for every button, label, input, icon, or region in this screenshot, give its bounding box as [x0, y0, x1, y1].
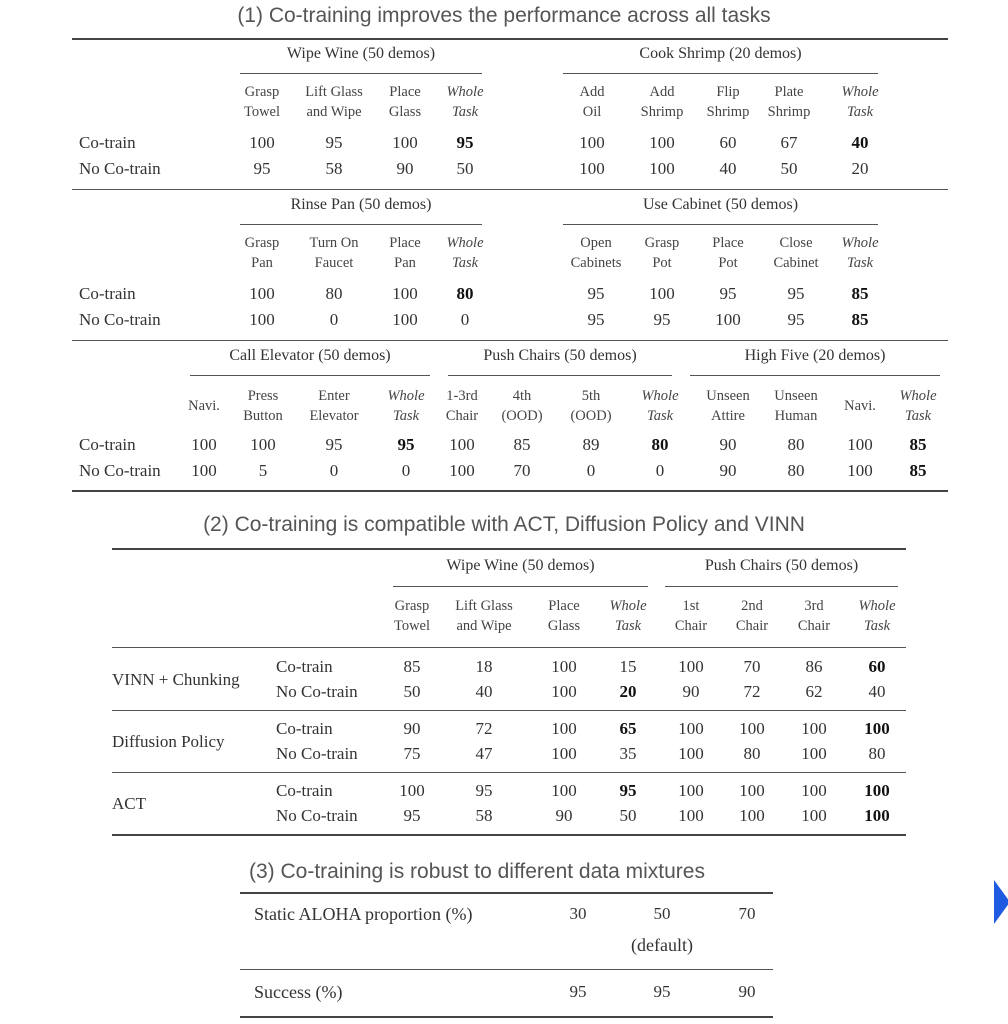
- table-cell: 90: [403, 719, 421, 738]
- column-header-line: Task: [846, 255, 874, 271]
- column-header-line: Lift Glass: [455, 598, 513, 614]
- row-label: Co-train: [276, 657, 333, 676]
- method-divider: [112, 772, 906, 773]
- block-divider: [72, 340, 948, 341]
- column-header-line: Pot: [718, 255, 738, 271]
- table-cell: 100: [847, 435, 873, 454]
- task-group-title: Push Chairs (50 demos): [704, 557, 859, 574]
- table-cell: 30: [569, 904, 587, 923]
- row-label: No Co-train: [79, 159, 161, 178]
- table-cell: 50: [456, 159, 474, 178]
- table-cell: 95: [325, 133, 343, 152]
- column-header: [294, 82, 374, 122]
- table-cell: 90: [396, 159, 414, 178]
- mouse-pointer-icon: [994, 880, 1008, 924]
- column-header-line: 1st: [682, 598, 700, 614]
- table-cell: 80: [868, 744, 886, 763]
- row-label: Co-train: [276, 781, 333, 800]
- column-header: [294, 233, 374, 273]
- bottom-rule: [112, 834, 906, 836]
- table-cell: 72: [743, 682, 761, 701]
- column-header: [839, 596, 915, 636]
- group-underline: [563, 73, 878, 74]
- row-label: No Co-train: [276, 682, 358, 701]
- table-cell: 100: [801, 744, 827, 763]
- column-header-line: Unseen: [774, 388, 818, 404]
- table-cell: 60: [868, 657, 886, 676]
- column-header-line: Unseen: [706, 388, 750, 404]
- table-cell: 70: [513, 461, 531, 480]
- table-cell: 100: [678, 806, 704, 825]
- table-cell: 100: [864, 719, 890, 738]
- task-group-title: High Five (20 demos): [744, 347, 886, 364]
- column-header-line: Place: [389, 235, 421, 251]
- column-header-line: Human: [774, 408, 818, 424]
- table-cell: 85: [403, 657, 421, 676]
- table-cell: 100: [392, 310, 418, 329]
- table-cell: 47: [475, 744, 493, 763]
- table-cell: 100: [864, 806, 890, 825]
- table-cell: 65: [619, 719, 637, 738]
- column-header-line: Glass: [388, 104, 422, 120]
- table-cell: 100: [715, 310, 741, 329]
- table-cell: 90: [719, 435, 737, 454]
- row-label: Co-train: [79, 435, 136, 454]
- table-cell: 89: [582, 435, 600, 454]
- table-cell: 90: [682, 682, 700, 701]
- column-header-line: Whole: [899, 388, 937, 404]
- table-cell: 85: [909, 461, 927, 480]
- table-cell: 85: [909, 435, 927, 454]
- section-title: (1) Co-training improves the performance across all tasks: [237, 4, 771, 27]
- group-underline: [665, 586, 898, 587]
- column-header: [223, 386, 303, 426]
- table-cell: 0: [401, 461, 411, 480]
- table-cell: 95: [475, 781, 493, 800]
- column-header-line: Towel: [393, 618, 431, 634]
- column-header-line: Grasp: [244, 84, 280, 100]
- column-header-line: Pan: [394, 255, 416, 271]
- column-header-line: Close: [779, 235, 813, 251]
- task-group-title: Use Cabinet (50 demos): [642, 196, 799, 213]
- table-cell: 100: [649, 284, 675, 303]
- table-cell: 100: [739, 781, 765, 800]
- column-header-line: Lift Glass: [305, 84, 363, 100]
- column-header-line: Shrimp: [706, 104, 750, 120]
- table-cell: 95: [456, 133, 474, 152]
- table-cell: 100: [801, 806, 827, 825]
- row-label: No Co-train: [79, 310, 161, 329]
- table-cell: 58: [325, 159, 343, 178]
- table-cell: 0: [460, 310, 470, 329]
- table-cell: 67: [780, 133, 798, 152]
- table-cell: 95: [787, 284, 805, 303]
- table-cell: 95: [619, 781, 637, 800]
- table-cell: 100: [678, 657, 704, 676]
- table-cell: 62: [805, 682, 823, 701]
- column-header-line: Grasp: [394, 598, 430, 614]
- column-header-line: Pot: [652, 255, 672, 271]
- table-cell: 100: [191, 461, 217, 480]
- table-cell: 72: [475, 719, 493, 738]
- column-header-line: Whole: [841, 235, 879, 251]
- group-underline: [240, 73, 482, 74]
- table-cell: 80: [787, 461, 805, 480]
- column-header: [446, 596, 522, 636]
- table-cell: 100: [649, 159, 675, 178]
- table-cell: 95: [587, 284, 605, 303]
- header-divider: [112, 647, 906, 648]
- row-label: No Co-train: [276, 806, 358, 825]
- table-cell: 100: [551, 682, 577, 701]
- column-header-line: Place: [389, 84, 421, 100]
- table-cell: 0: [329, 310, 339, 329]
- column-header-line: Whole: [609, 598, 647, 614]
- column-header: [820, 82, 900, 122]
- table-cell: 100: [678, 719, 704, 738]
- column-header-line: Task: [904, 408, 932, 424]
- column-header-line: Chair: [445, 408, 479, 424]
- group-underline: [448, 375, 672, 376]
- bottom-rule: [240, 1016, 773, 1018]
- method-label: Diffusion Policy: [112, 732, 225, 751]
- table-cell: 0: [586, 461, 596, 480]
- table-cell: 95: [587, 310, 605, 329]
- column-header: [374, 596, 450, 636]
- table-cell: 50: [619, 806, 637, 825]
- table-cell: 100: [551, 657, 577, 676]
- table-cell: 50: [653, 904, 671, 923]
- column-header-line: Oil: [582, 104, 602, 120]
- column-header-line: Whole: [641, 388, 679, 404]
- table-cell: 100: [392, 284, 418, 303]
- column-header-line: Attire: [711, 408, 745, 424]
- column-header: [425, 82, 505, 122]
- column-header: [222, 82, 302, 122]
- column-header-line: Whole: [841, 84, 879, 100]
- default-note: (default): [631, 935, 693, 955]
- task-group-title: Wipe Wine (50 demos): [286, 45, 436, 62]
- table-cell: 95: [719, 284, 737, 303]
- column-header-line: Task: [451, 104, 479, 120]
- group-underline: [563, 224, 878, 225]
- group-underline: [393, 586, 648, 587]
- table-cell: 0: [655, 461, 665, 480]
- table-cell: 100: [579, 133, 605, 152]
- table-cell: 85: [513, 435, 531, 454]
- column-header-line: 4th: [512, 388, 532, 404]
- column-header-line: Navi.: [844, 398, 876, 414]
- column-header-line: Chair: [735, 618, 769, 634]
- column-header-line: Whole: [446, 84, 484, 100]
- table-cell: 100: [191, 435, 217, 454]
- column-header: [222, 233, 302, 273]
- column-header: [551, 386, 631, 426]
- section-title: (2) Co-training is compatible with ACT, Diffusion Policy and VINN: [203, 513, 805, 536]
- table-cell: 100: [739, 806, 765, 825]
- table-cell: 80: [743, 744, 761, 763]
- table-cell: 86: [805, 657, 823, 676]
- table-cell: 100: [392, 133, 418, 152]
- table-cell: 100: [249, 284, 275, 303]
- table-cell: 100: [649, 133, 675, 152]
- column-header-line: 2nd: [741, 598, 763, 614]
- column-header: [425, 233, 505, 273]
- table-cell: 100: [801, 781, 827, 800]
- table-cell: 40: [851, 133, 869, 152]
- column-header: [749, 82, 829, 122]
- row-label: Co-train: [79, 133, 136, 152]
- table-cell: 70: [738, 904, 756, 923]
- table-cell: 18: [475, 657, 493, 676]
- table-cell: 85: [851, 284, 869, 303]
- table-cell: 60: [719, 133, 737, 152]
- table-cell: 80: [325, 284, 343, 303]
- table-cell: 100: [864, 781, 890, 800]
- table-cell: 35: [619, 744, 637, 763]
- table-cell: 100: [579, 159, 605, 178]
- column-header-line: Elevator: [309, 408, 359, 424]
- header-divider: [240, 969, 773, 970]
- bottom-rule: [72, 490, 948, 492]
- row-label: Co-train: [276, 719, 333, 738]
- column-header-line: Shrimp: [767, 104, 811, 120]
- table-cell: 100: [739, 719, 765, 738]
- block-divider: [72, 189, 948, 190]
- column-header-line: Grasp: [244, 235, 280, 251]
- column-header-line: Task: [451, 255, 479, 271]
- table-cell: 40: [719, 159, 737, 178]
- task-group-title: Wipe Wine (50 demos): [446, 557, 595, 574]
- table-cell: 70: [743, 657, 761, 676]
- column-header-line: Cabinet: [773, 255, 819, 271]
- column-header-line: Grasp: [644, 235, 680, 251]
- column-header-line: Whole: [858, 598, 896, 614]
- table-cell: 100: [551, 719, 577, 738]
- table-cell: 95: [325, 435, 343, 454]
- column-header-line: Press: [247, 388, 279, 404]
- task-group-title: Cook Shrimp (20 demos): [639, 45, 802, 62]
- success-label: Success (%): [254, 982, 343, 1002]
- table-cell: 80: [787, 435, 805, 454]
- table-cell: 95: [653, 982, 671, 1001]
- row-label: No Co-train: [79, 461, 161, 480]
- table-cell: 75: [403, 744, 421, 763]
- column-header: [820, 233, 900, 273]
- group-underline: [690, 375, 940, 376]
- table-cell: 80: [651, 435, 669, 454]
- column-header-line: Open: [580, 235, 612, 251]
- column-header-line: Task: [614, 618, 642, 634]
- row-label: Co-train: [79, 284, 136, 303]
- column-header-line: Faucet: [314, 255, 354, 271]
- column-header-line: Task: [646, 408, 674, 424]
- table-cell: 15: [619, 657, 637, 676]
- method-divider: [112, 710, 906, 711]
- table-cell: 95: [569, 982, 587, 1001]
- top-rule: [112, 548, 906, 550]
- group-underline: [240, 224, 482, 225]
- column-header-line: Chair: [674, 618, 708, 634]
- column-header-line: 3rd: [804, 598, 824, 614]
- column-header-line: Task: [392, 408, 420, 424]
- table-cell: 40: [868, 682, 886, 701]
- table-cell: 90: [719, 461, 737, 480]
- table-cell: 20: [619, 682, 637, 701]
- column-header-line: Whole: [387, 388, 425, 404]
- method-label: ACT: [112, 794, 146, 813]
- column-header-line: (OOD): [570, 408, 612, 424]
- header-label: Static ALOHA proportion (%): [254, 904, 473, 924]
- table-cell: 100: [551, 744, 577, 763]
- table-cell: 40: [475, 682, 493, 701]
- table-cell: 90: [555, 806, 573, 825]
- table-cell: 50: [780, 159, 798, 178]
- column-header-line: Turn On: [309, 235, 359, 251]
- table-cell: 100: [249, 310, 275, 329]
- table-cell: 80: [456, 284, 474, 303]
- column-header-line: Chair: [797, 618, 831, 634]
- top-rule: [72, 38, 948, 40]
- table-cell: 95: [787, 310, 805, 329]
- method-label: VINN + Chunking: [112, 670, 240, 689]
- column-header-line: and Wipe: [456, 618, 512, 634]
- table-cell: 58: [475, 806, 493, 825]
- table-cell: 20: [851, 159, 869, 178]
- table-cell: 5: [258, 461, 268, 480]
- column-header-line: Add: [649, 84, 675, 100]
- table-cell: 100: [449, 435, 475, 454]
- column-header-line: Plate: [774, 84, 804, 100]
- column-header-line: Task: [846, 104, 874, 120]
- column-header-line: 1-3rd: [446, 388, 478, 404]
- table-cell: 95: [397, 435, 415, 454]
- table-cell: 100: [678, 744, 704, 763]
- column-header: [294, 386, 374, 426]
- column-header-line: Navi.: [188, 398, 220, 414]
- table-cell: 95: [403, 806, 421, 825]
- table-cell: 100: [449, 461, 475, 480]
- table-cell: 100: [801, 719, 827, 738]
- column-header-line: Task: [863, 618, 891, 634]
- row-label: No Co-train: [276, 744, 358, 763]
- table-cell: 95: [253, 159, 271, 178]
- table-cell: 95: [653, 310, 671, 329]
- column-header-line: Place: [548, 598, 580, 614]
- group-underline: [190, 375, 430, 376]
- task-group-title: Rinse Pan (50 demos): [290, 196, 432, 213]
- table-cell: 100: [678, 781, 704, 800]
- section-title: (3) Co-training is robust to different data mixtures: [249, 860, 705, 883]
- column-header-line: 5th: [581, 388, 601, 404]
- column-header: [878, 386, 958, 426]
- column-header-line: Add: [579, 84, 605, 100]
- column-header-line: Cabinets: [570, 255, 622, 271]
- column-header-line: and Wipe: [306, 104, 362, 120]
- table-cell: 100: [847, 461, 873, 480]
- column-header-line: Shrimp: [640, 104, 684, 120]
- column-header-line: Glass: [547, 618, 581, 634]
- column-header-line: Button: [243, 408, 283, 424]
- column-header-line: Enter: [318, 388, 350, 404]
- task-group-title: Push Chairs (50 demos): [483, 347, 637, 364]
- column-header-line: (OOD): [501, 408, 543, 424]
- table-cell: 100: [249, 133, 275, 152]
- table-cell: 100: [399, 781, 425, 800]
- column-header-line: Pan: [251, 255, 273, 271]
- column-header-line: Flip: [716, 84, 740, 100]
- column-header: [482, 386, 562, 426]
- table-cell: 50: [403, 682, 421, 701]
- column-header-line: Place: [712, 235, 744, 251]
- top-rule: [240, 892, 773, 894]
- table-cell: 90: [738, 982, 756, 1001]
- task-group-title: Call Elevator (50 demos): [229, 347, 391, 364]
- column-header: [552, 82, 632, 122]
- table-cell: 0: [329, 461, 339, 480]
- table-cell: 85: [851, 310, 869, 329]
- column-header-line: Whole: [446, 235, 484, 251]
- column-header-line: Towel: [243, 104, 281, 120]
- table-cell: 100: [250, 435, 276, 454]
- table-cell: 100: [551, 781, 577, 800]
